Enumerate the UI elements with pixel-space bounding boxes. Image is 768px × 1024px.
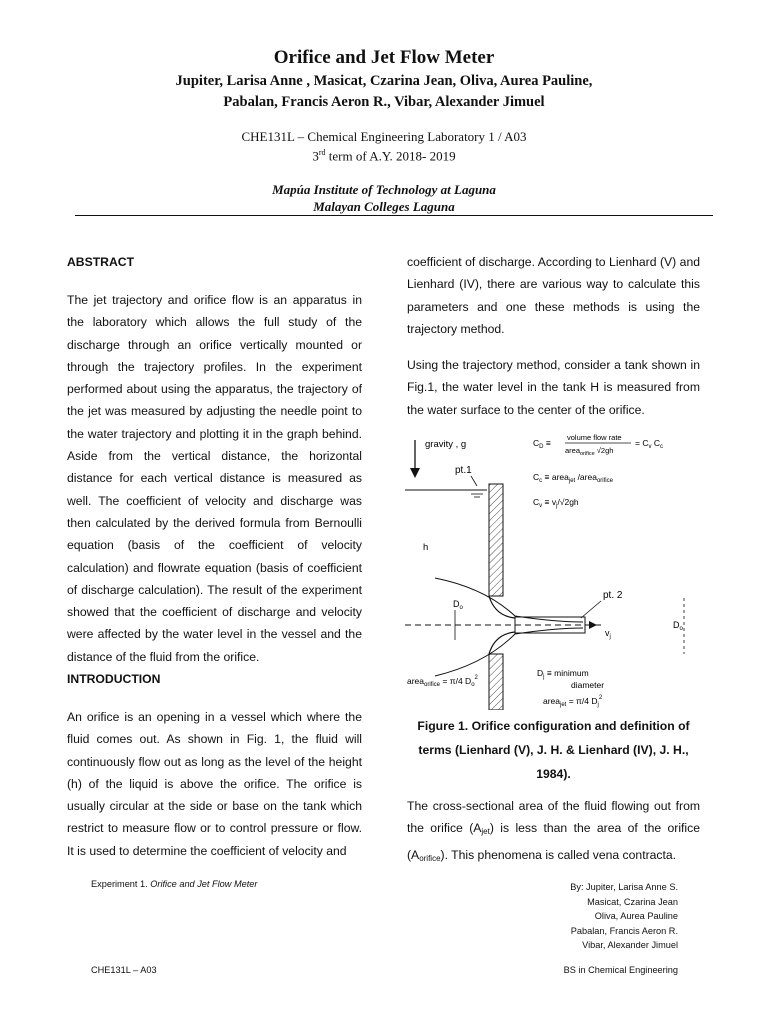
footer-program: BS in Chemical Engineering: [563, 965, 678, 975]
header-divider: [75, 215, 713, 216]
d0-label-right: $D_o$: [673, 620, 683, 632]
orifice-lip-lower: [489, 632, 515, 654]
cd-equation: $C_D$ ≡: [533, 438, 551, 450]
dj-definition-2: diameter: [571, 680, 605, 690]
paper-title: Orifice and Jet Flow Meter: [273, 47, 495, 68]
figure-caption: Figure 1. Orifice configuration and definition of terms (Lienhard (V), J. H. & Lienhard (IV), J. H., 1984).: [417, 719, 690, 781]
p3-sub-jet: jet: [481, 827, 490, 837]
right-paragraph-2: Using the trajectory method, consider a tank shown in Fig.1, the water level in the tank H is measured from the water surface to the center of the orifice.: [407, 358, 700, 417]
area-orifice-equation: area$_{orifice}$ = π/4 $D_o^2$: [407, 675, 478, 688]
area-jet-equation: area$_{jet}$ = π/4 $D_j^2$: [543, 695, 603, 708]
p3-sub-orifice: orifice: [419, 853, 441, 863]
footer-experiment-prefix: Experiment 1.: [91, 879, 151, 889]
pt1-label: pt.1: [455, 465, 472, 476]
vj-label: $v_j$: [605, 628, 611, 640]
author-list: [0, 71, 768, 113]
footer-experiment-title: Orifice and Jet Flow Meter: [150, 879, 258, 889]
cv-equation: $C_v \equiv v_j/√2gh$: [533, 497, 579, 509]
d0-label-left: $D_o$: [453, 599, 463, 611]
p3-text-1: The cross-sectional area of the fluid flowing out from the orifice (A: [407, 799, 700, 836]
p3-text-3: ). This phenomena is called vena contracta.: [440, 847, 677, 862]
right-paragraph-3: [407, 795, 700, 870]
term-ordinal-suffix: rd: [318, 148, 326, 157]
tank-wall-lower: [489, 654, 503, 710]
institution-campus: Malayan Colleges Laguna: [313, 199, 455, 214]
orifice-figure: [405, 428, 705, 710]
authors-line-2: Pabalan, Francis Aeron R., Vibar, Alexander Jimuel: [223, 94, 545, 110]
h-label: h: [423, 542, 429, 553]
footer-course: CHE131L – A03: [91, 965, 157, 975]
term-ordinal: 3: [312, 148, 319, 164]
tank-wall-upper: [489, 484, 503, 596]
abstract-text: The jet trajectory and orifice flow is an apparatus in the laboratory which allows the full study of the discharge through an orifice vertically mounted or through the trajectory profiles. In the experiment performed about using the apparatus, the trajectory of the jet was measured by adjusting the needle point to the water trajectory and plotting it in the graph behind. Aside from the vertical distance, the horizontal distance for each vertical distance is measured as well. The coefficient of velocity and discharge was then calculated by the derived formula from Bernoulli equation (basis of the coefficient of velocity calculation) and flowrate equation (basis of coefficient of discharge calculation). The result of the experiment showed that the coefficient of discharge and velocity were affected by the water level in the vessel and the distance of the fluid from the orifice.: [67, 293, 362, 664]
cd-numerator: volume flow rate: [567, 433, 622, 442]
gravity-label: gravity , g: [425, 439, 467, 450]
pt2-leader: [581, 601, 601, 618]
abstract-heading: ABSTRACT: [67, 255, 135, 269]
term-rest: term of A.Y. 2018- 2019: [325, 148, 456, 164]
dj-definition: $D_j$ ≡ minimum: [537, 668, 589, 680]
cd-rhs: = $C_v$ $C_c$: [635, 438, 663, 450]
authors-line-1: Jupiter, Larisa Anne , Masicat, Czarina Jean, Oliva, Aurea Pauline,: [175, 73, 593, 89]
footer-authors: [480, 880, 678, 953]
velocity-arrow: [589, 621, 597, 629]
course-line: CHE131L – Chemical Engineering Laboratory 1 / A03: [241, 129, 527, 144]
term-line: [0, 148, 768, 164]
footer-experiment: [91, 879, 257, 889]
footer-author-line: Pabalan, Francis Aeron R.: [570, 925, 678, 936]
p3-text-2: ) is less than the area of the orifice (A: [407, 821, 701, 862]
gravity-arrow-head: [410, 468, 420, 478]
footer-author-line: Vibar, Alexander Jimuel: [582, 940, 678, 950]
cd-denominator: area$_{orifice}$ √2gh: [565, 446, 614, 457]
pt1-leader: [471, 476, 477, 486]
institution-name: Mapúa Institute of Technology at Laguna: [272, 182, 496, 197]
cc-equation: $C_c$ ≡ area$_{jet}$ /area$_{orifice}$: [533, 472, 613, 484]
introduction-text: An orifice is an opening in a vessel which where the fluid comes out. As shown in Fig. 1, the fluid will continuously flow out as long as the level of the height (h) of the liquid is above the orifice. The orifice is usually circular at the side or base on the tank which restrict to measure flow or to control pressure or flow. It is used to determine the coefficient of velocity and: [67, 710, 362, 858]
introduction-heading: INTRODUCTION: [67, 672, 161, 686]
footer-author-line: Oliva, Aurea Pauline: [594, 911, 678, 921]
pt2-label: pt. 2: [603, 590, 623, 601]
footer-author-line: Masicat, Czarina Jean: [587, 896, 678, 907]
right-paragraph-1: coefficient of discharge. According to Lienhard (V) and Lienhard (IV), there are various way to calculate this parameters and one these methods is using the trajectory method.: [407, 255, 700, 336]
footer-author-line: By: Jupiter, Larisa Anne S.: [570, 882, 678, 892]
